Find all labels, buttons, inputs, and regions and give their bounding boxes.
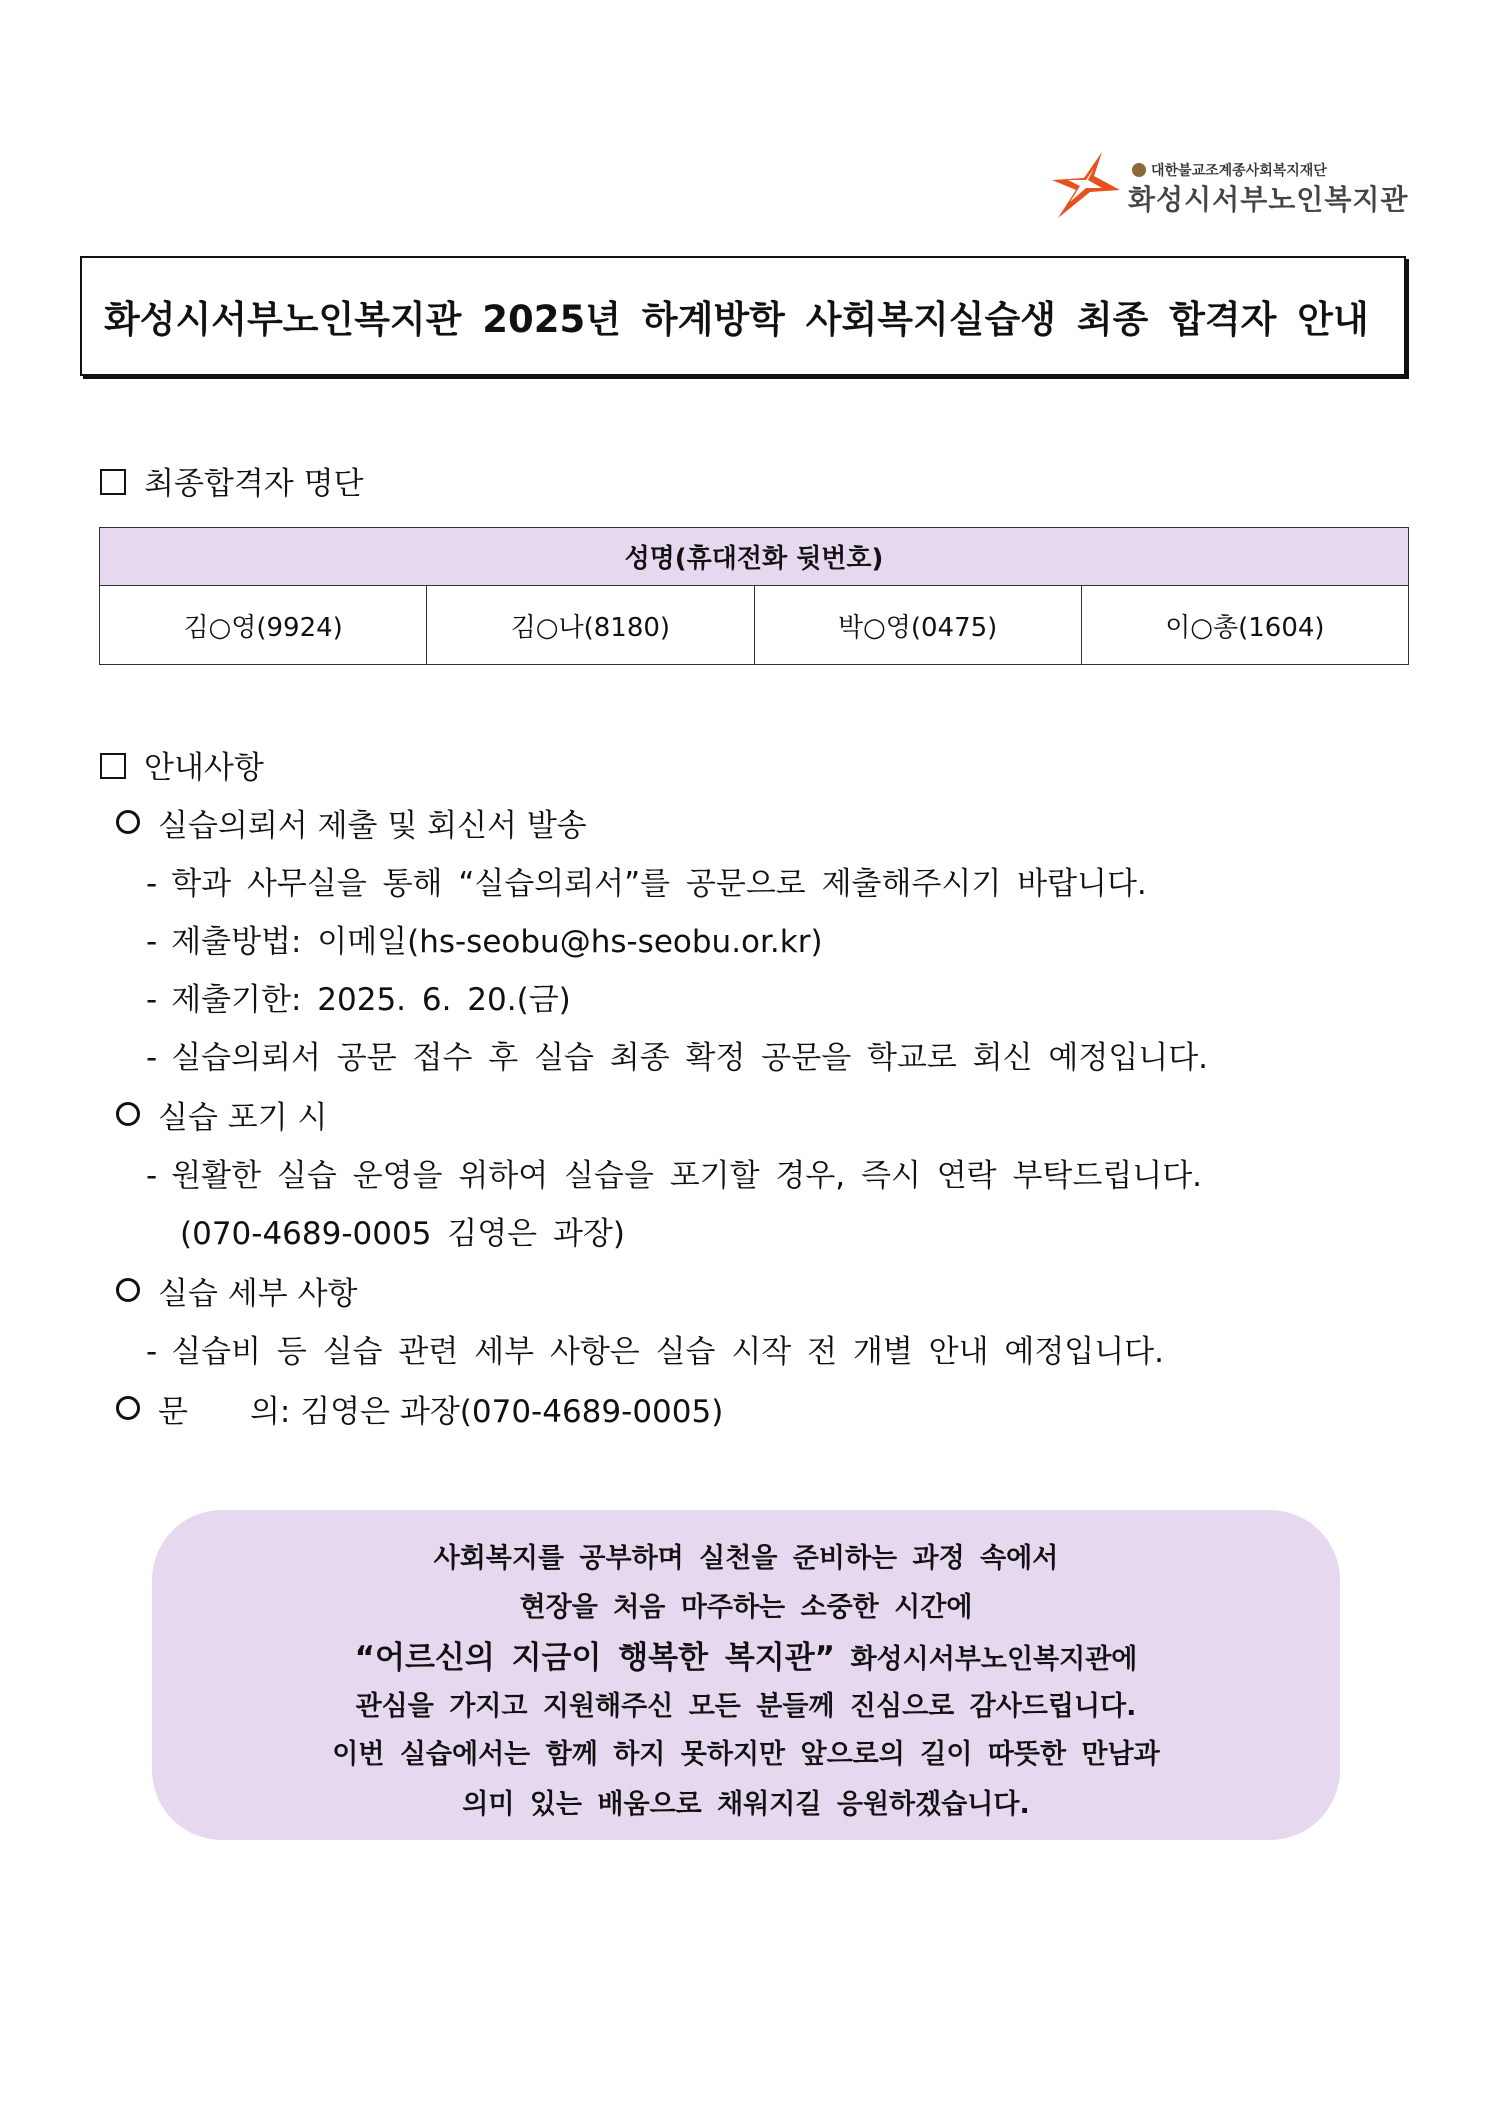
thanks-line: “어르신의 지금이 행복한 복지관” 화성시서부노인복지관에 [354,1640,1138,1676]
thanks-line: 관심을 가지고 지원해주신 모든 분들께 진심으로 감사드립니다. [355,1691,1137,1722]
notice-item-details: 실습 세부 사항 [116,1268,357,1313]
notice-contact: (070-4689-0005 김영은 과장) [180,1216,625,1252]
notice-line: - 제출기한: 2025. 6. 20.(금) [146,982,571,1018]
notice-line: - 학과 사무실을 통해 “실습의뢰서”를 공문으로 제출해주시기 바랍니다. [146,866,1147,902]
page-title: 화성시서부노인복지관 2025년 하계방학 사회복지실습생 최종 합격자 안내 [104,298,1369,341]
notice-inquiry: 문 의: 김영은 과장(070-4689-0005) [116,1386,723,1431]
logo-organization: 대한불교조계종사회복지재단 [1132,160,1327,180]
logo [1050,150,1410,220]
star-logo-icon [1050,150,1122,220]
thanks-line: 이번 실습에서는 함께 하지 못하지만 앞으로의 길이 따뜻한 만남과 [332,1739,1160,1770]
notice-item-submission: 실습의뢰서 제출 및 회신서 발송 [116,800,587,845]
notice-section-heading: 안내사항 [100,742,264,787]
roster-header-row [100,528,1409,586]
title-box [80,256,1406,376]
roster-table [99,527,1409,665]
square-bullet-icon [100,469,126,495]
circle-bullet-icon [116,1396,140,1420]
notice-item-withdrawal: 실습 포기 시 [116,1092,327,1137]
circle-bullet-icon [116,1278,140,1302]
circle-bullet-icon [116,1102,140,1126]
notice-line: - 원활한 실습 운영을 위하여 실습을 포기할 경우, 즉시 연락 부탁드립니다. [146,1158,1203,1194]
square-bullet-icon [100,753,126,779]
roster-names-row [100,586,1409,665]
roster-name-cell: 이○총(1604) [1081,586,1408,665]
notice-line: - 실습비 등 실습 관련 세부 사항은 실습 시작 전 개별 안내 예정입니다. [146,1334,1164,1370]
circle-bullet-icon [116,810,140,834]
slogan: “어르신의 지금이 행복한 복지관” [354,1640,836,1676]
seal-icon [1132,163,1146,177]
notice-line: - 실습의뢰서 공문 접수 후 실습 최종 확정 공문을 학교로 회신 예정입니다. [146,1040,1209,1076]
thanks-message-box [152,1510,1340,1840]
roster-name-cell: 김○영(9924) [100,586,427,665]
thanks-line: 현장을 처음 마주하는 소중한 시간에 [519,1592,973,1623]
roster-name-cell: 김○나(8180) [427,586,754,665]
thanks-line: 의미 있는 배움으로 채워지길 응원하겠습니다. [462,1789,1030,1820]
roster-name-cell: 박○영(0475) [754,586,1081,665]
roster-section-heading: 최종합격자 명단 [100,458,363,503]
thanks-line: 사회복지를 공부하며 실천을 준비하는 과정 속에서 [433,1543,1059,1574]
logo-name: 화성시서부노인복지관 [1128,183,1409,216]
roster-header: 성명(휴대전화 뒷번호) [100,528,1409,586]
notice-line: - 제출방법: 이메일(hs-seobu@hs-seobu.or.kr) [146,924,823,960]
